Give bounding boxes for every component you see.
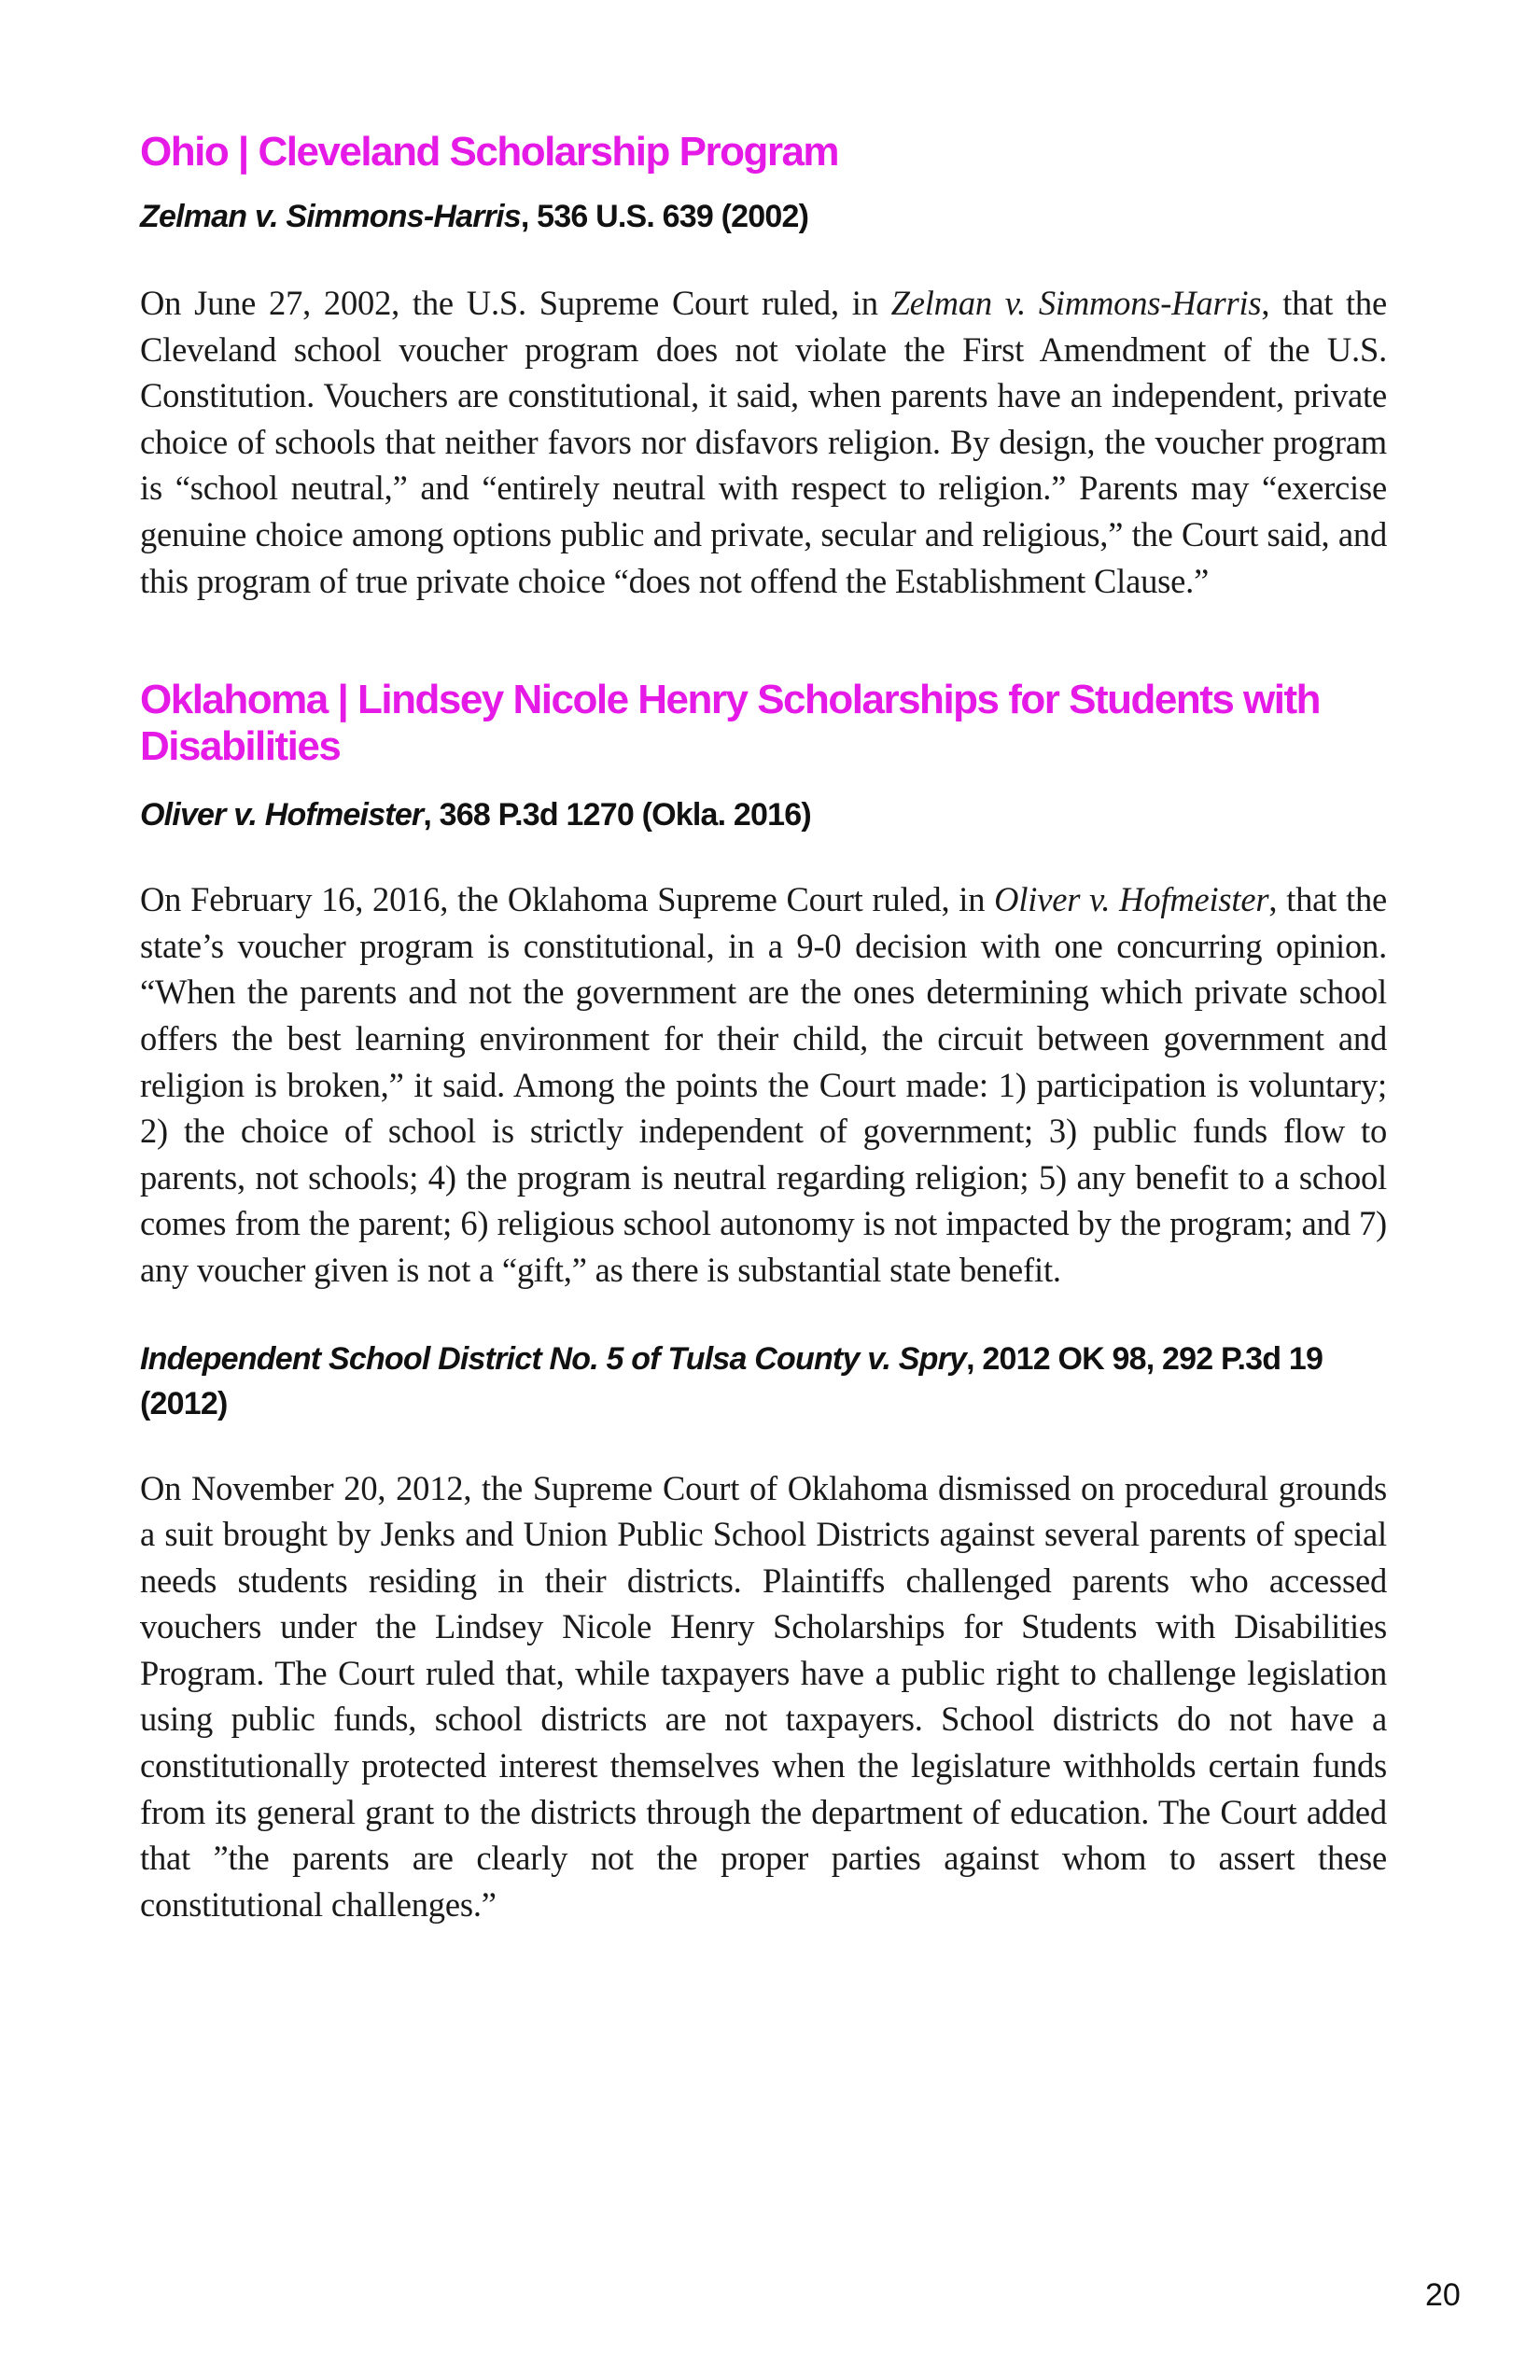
citation-text: , 368 P.3d 1270 (Okla. 2016) [423,797,811,833]
citation-text: , 536 U.S. 639 (2002) [520,199,809,234]
page-number: 20 [1425,2277,1461,2313]
section-heading-ohio: Ohio | Cleveland Scholarship Program [140,129,839,175]
summary-case-name: Oliver v. Hofmeister [994,880,1269,919]
summary-text: , that the state’s voucher program is constitutional, in a 9-0 decision with one concurring opinion. “When the parents and not the government are the ones determining which private school offers the best learning environment for their child, the circuit between government and religion is broken,” it said. Among the points the Court made: 1) participation is voluntary; 2) the choice of school is strictly independent of government; 3) public funds flow to parents, not schools; 4) the program is neutral regarding religion; 5) any benefit to a school comes from the parent; 6) religious school autonomy is not impacted by the program; and 7) any voucher given is not a “gift,” as there is substantial state benefit. [140,880,1387,1289]
case-summary-zelman [140,280,1387,604]
section-heading-oklahoma: Oklahoma | Lindsey Nicole Henry Scholarships for Students with Disabilities [140,677,1321,770]
case-name: Oliver v. Hofmeister [140,797,424,833]
case-summary-oliver [140,876,1387,1293]
summary-text: On November 20, 2012, the Supreme Court of Oklahoma dismissed on procedural grounds a suit brought by Jenks and Union Public School Districts against several parents of special needs students residing in their districts. Plaintiffs challenged parents who accessed vouchers under the Lindsey Nicole Henry Scholarships for Students with Disabilities Program. The Court ruled that, while taxpayers have a public right to challenge legislation using public funds, school districts are not taxpayers. School districts do not have a constitutionally protected interest themselves when the legislature withholds certain funds from its general grant to the districts through the department of education. The Court added that ”the parents are clearly not the proper parties against whom to assert these constitutional challenges.” [140,1468,1387,1924]
case-name: Independent School District No. 5 of Tulsa County v. Spry [140,1340,967,1377]
case-name: Zelman v. Simmons-Harris [140,199,521,234]
summary-case-name: Zelman v. Simmons-Harris [890,284,1262,322]
case-citation-zelman [140,194,1387,239]
document-page [140,129,1387,1927]
summary-text: On February 16, 2016, the Oklahoma Supreme Court ruled, in [140,880,995,919]
case-summary-spry [140,1465,1387,1928]
case-citation-oliver [140,792,1387,837]
case-citation-spry [140,1337,1387,1426]
summary-text: , that the Cleveland school voucher program does not violate the First Amendment of the U.S. Constitution. Vouchers are constitutional, it said, when parents have an independent, private choice of schools that neither favors nor disfavors religion. By design, the voucher program is “school neutral,” and “entirely neutral with respect to religion.” Parents may “exercise genuine choice among options public and private, secular and religious,” the Court said, and this program of true private choice “does not offend the Establishment Clause.” [140,284,1387,600]
citation-text: , 2012 OK 98, 292 P.3d 19 (2012) [140,1340,1323,1421]
summary-text: On June 27, 2002, the U.S. Supreme Court ruled, in [140,284,891,322]
